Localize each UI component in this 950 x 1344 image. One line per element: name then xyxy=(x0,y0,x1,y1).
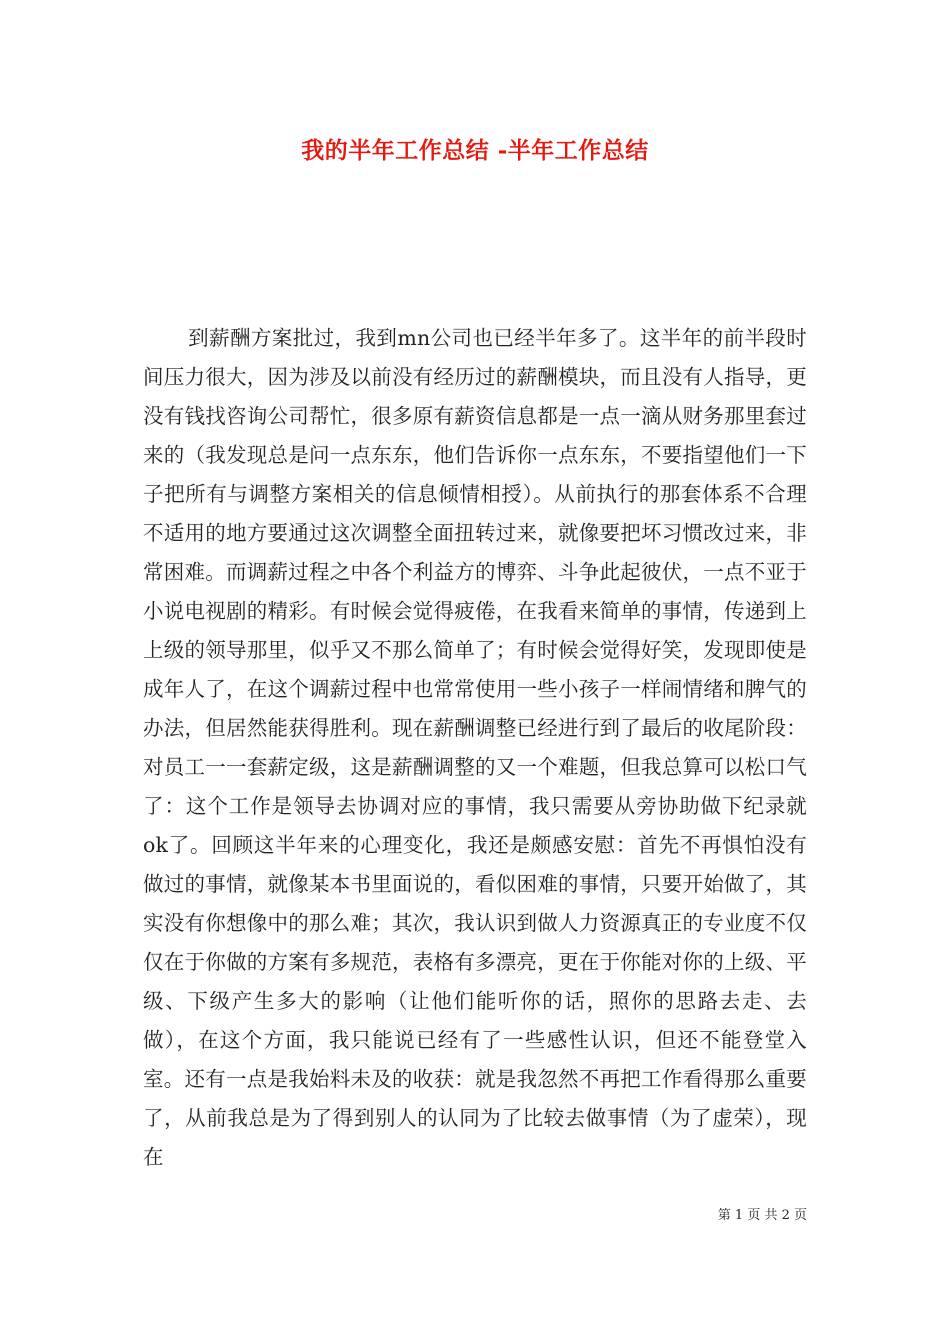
page-number-footer: 第 1 页 共 2 页 xyxy=(717,1208,807,1223)
body-paragraph: 到薪酬方案批过，我到mn公司也已经半年多了。这半年的前半段时间压力很大，因为涉及以前没有经历过的薪酬模块，而且没有人指导，更没有钱找咨询公司帮忙，很多原有薪资信息都是一点一滴从财务那里套过来的（我发现总是问一点东东，他们告诉你一点东东，不要指望他们一下子把所有与调整方案相关的信息倾情相授）。从前执行的那套体系不合理不适用的地方要通过这次调整全面扭转过来，就像要把坏习惯改过来，非常困难。而调薪过程之中各个利益方的博弈、斗争此起彼伏，一点不亚于小说电视剧的精彩。有时候会觉得疲倦，在我看来简单的事情，传递到上上级的领导那里，似乎又不那么简单了；有时候会觉得好笑，发现即使是成年人了，在这个调薪过程中也常常使用一些小孩子一样闹情绪和脾气的办法，但居然能获得胜利。现在薪酬调整已经进行到了最后的收尾阶段：对员工一一套薪定级，这是薪酬调整的又一个难题，但我总算可以松口气了：这个工作是领导去协调对应的事情，我只需要从旁协助做下纪录就ok了。回顾这半年来的心理变化，我还是颇感安慰：首先不再惧怕没有做过的事情，就像某本书里面说的，看似困难的事情，只要开始做了，其实没有你想像中的那么难；其次，我认识到做人力资源真正的专业度不仅仅在于你做的方案有多规范，表格有多漂亮，更在于你能对你的上级、平级、下级产生多大的影响（让他们能听你的话，照你的思路去走、去做），在这个方面，我只能说已经有了一些感性认识，但还不能登堂入室。还有一点是我始料未及的收获：就是我忽然不再把工作看得那么重要了，从前我总是为了得到别人的认同为了比较去做事情（为了虚荣），现在 xyxy=(143,326,807,1169)
document-title: 我的半年工作总结 -半年工作总结 xyxy=(301,137,649,164)
